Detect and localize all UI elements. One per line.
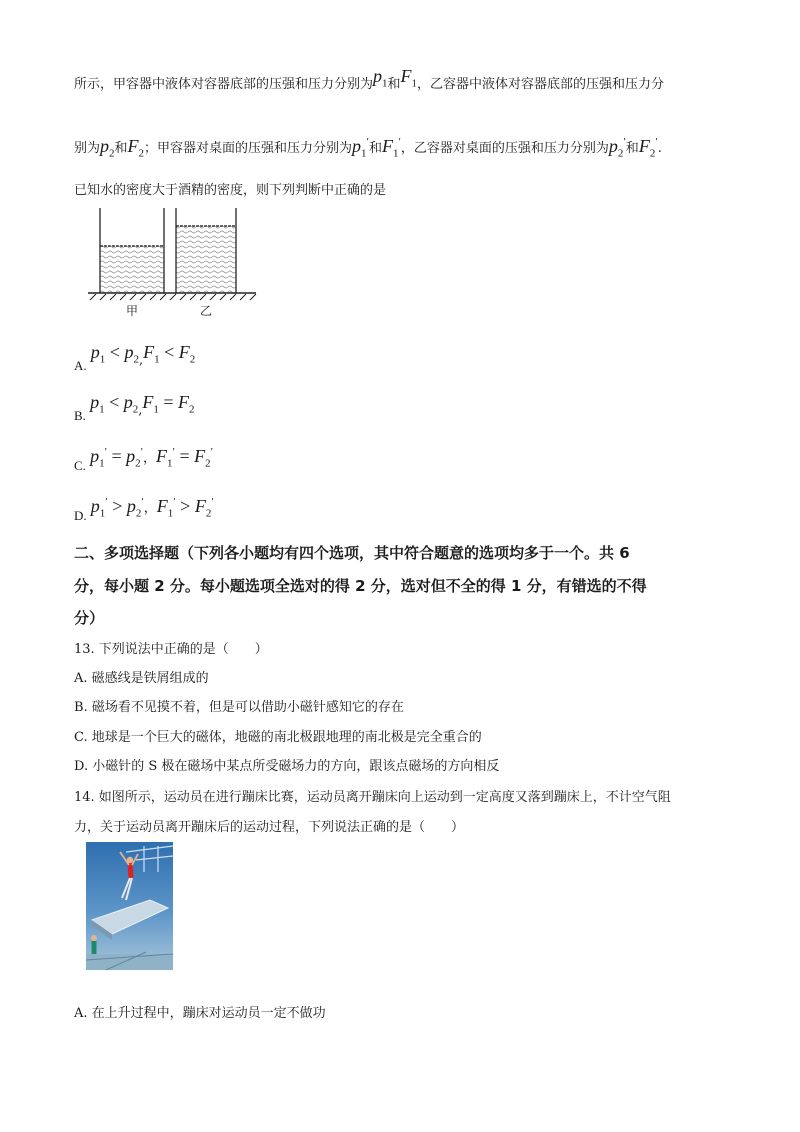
option-letter: D. <box>74 508 87 523</box>
intro-text: 别为 <box>74 141 101 156</box>
q13-option-c[interactable]: C. 地球是一个巨大的磁体，地磁的南北极跟地理的南北极是完全重合的 <box>74 730 482 745</box>
q13-option-d[interactable]: D. 小磁针的 S 极在磁场中某点所受磁场力的方向，跟该点磁场的方向相反 <box>74 759 500 774</box>
containers-figure <box>84 204 284 324</box>
and-word: 和 <box>114 141 128 156</box>
option-d[interactable] <box>74 496 214 523</box>
expr-f: $F_1 = F_2$ <box>142 392 195 416</box>
expr-f: $F_1 < F_2$ <box>143 342 196 366</box>
relation-sign: = <box>179 446 190 466</box>
container-jia <box>100 208 164 293</box>
intro-text: ，乙容器中液体对容器底部的压强和压力分 <box>417 77 665 92</box>
q13-option-b[interactable]: B. 磁场看不见摸不着，但是可以借助小磁针感知它的存在 <box>74 700 404 715</box>
label-yi: 乙 <box>200 304 213 318</box>
option-letter: B. <box>74 408 86 423</box>
q14-option-a[interactable]: A. 在上升过程中，蹦床对运动员一定不做功 <box>74 1006 326 1021</box>
separator: ， <box>143 501 157 516</box>
intro-text: ，乙容器对桌面的压强和压力分别为 <box>400 141 609 156</box>
option-letter: A. <box>74 358 87 373</box>
relation-sign: = <box>111 446 122 466</box>
option-b[interactable] <box>74 392 195 423</box>
and-word: 和 <box>625 141 639 156</box>
symbol-f1-prime: $F_1'$ <box>381 136 401 160</box>
intro-text: 所示，甲容器中液体对容器底部的压强和压力分别为 <box>74 77 374 92</box>
symbol-f2-prime: $F_2'$ <box>638 136 658 160</box>
relation-sign: < <box>109 392 120 412</box>
expr-p: $p_1 < p_2$ <box>90 342 139 366</box>
symbol-p2-prime: $p_2'$ <box>608 136 626 160</box>
expr-p: $p_1 < p_2$ <box>90 392 139 416</box>
q13-option-a[interactable]: A. 磁感线是铁屑组成的 <box>74 671 209 686</box>
and-word: 和 <box>368 141 382 156</box>
section-title-line-2: 分，每小题 2 分。每小题选项全选对的得 2 分，选对但不全的得 1 分，有错选的不得 <box>74 577 647 595</box>
option-c[interactable] <box>74 446 214 473</box>
symbol-p2: $p_2$ <box>100 136 115 160</box>
and-word: 和 <box>387 77 401 92</box>
relation-sign: < <box>109 342 120 362</box>
intro-line-3: 已知水的密度大于酒精的密度，则下列判断中正确的是 <box>74 183 387 198</box>
intro-line-2 <box>74 136 662 160</box>
symbol-f1: $F_1$ <box>400 66 418 90</box>
table-surface <box>88 293 256 300</box>
expr-f-prime: $F_1' = F_2'$ <box>156 446 214 470</box>
expr-p-prime: $p_1' > p_2'$ <box>90 496 144 520</box>
relation-sign: = <box>163 392 174 412</box>
intro-text: ；甲容器对桌面的压强和压力分别为 <box>144 141 353 156</box>
container-yi <box>176 208 236 293</box>
period: . <box>657 141 662 156</box>
relation-sign: > <box>180 496 191 516</box>
label-jia: 甲 <box>126 304 139 318</box>
section-title-line-1: 二、多项选择题（下列各小题均有四个选项，其中符合题意的选项均多于一个。共 6 <box>74 544 630 562</box>
q14-stem-line-1: 14. 如图所示，运动员在进行蹦床比赛，运动员离开蹦床向上运动到一定高度又落到蹦床上，不计空气阻 <box>74 790 671 805</box>
q14-stem-line-2: 力，关于运动员离开蹦床后的运动过程，下列说法正确的是（ ） <box>74 820 465 835</box>
option-letter: C. <box>74 458 86 473</box>
expr-f-prime: $F_1' > F_2'$ <box>156 496 214 520</box>
symbol-f2: $F_2$ <box>127 136 145 160</box>
relation-sign: > <box>112 496 123 516</box>
section-title-line-3: 分） <box>74 609 105 627</box>
symbol-p1-prime: $p_1'$ <box>352 136 369 160</box>
separator: , <box>138 353 144 368</box>
symbol-p1: $p_1$ <box>373 66 388 90</box>
trampoline-photo <box>86 842 173 970</box>
relation-sign: < <box>164 342 175 362</box>
expr-p-prime: $p_1' = p_2'$ <box>90 446 144 470</box>
separator: ， <box>143 451 157 466</box>
option-a[interactable] <box>74 342 196 373</box>
separator: , <box>138 403 143 418</box>
q13-stem: 13. 下列说法中正确的是（ ） <box>74 642 268 657</box>
intro-line-1 <box>74 66 665 96</box>
